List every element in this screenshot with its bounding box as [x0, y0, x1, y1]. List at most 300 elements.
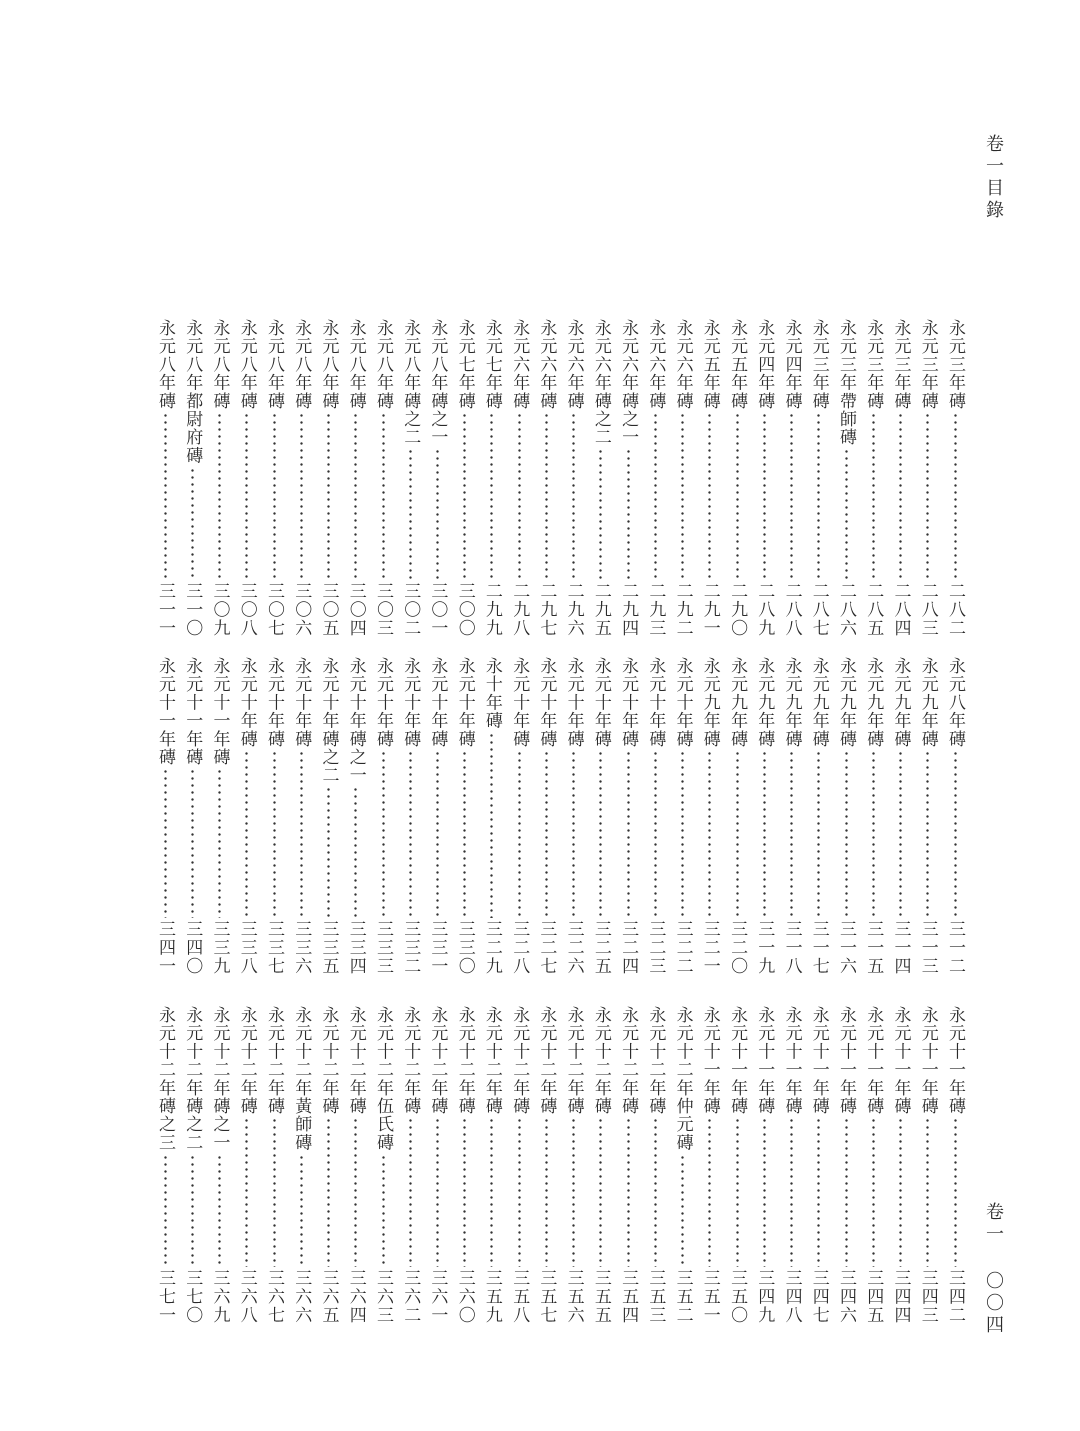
dot-leader	[436, 750, 439, 918]
toc-entry-title: 永元六年磚	[536, 319, 557, 410]
toc-entry	[619, 319, 637, 637]
toc-entry	[810, 1006, 828, 1324]
dot-leader	[681, 1154, 684, 1267]
dot-leader	[409, 448, 412, 579]
toc-entry-page: 二八五	[863, 581, 884, 637]
toc-entry-page: 三一八	[781, 919, 802, 975]
toc-entry	[320, 319, 338, 637]
toc-entry-page: 三六九	[209, 1268, 230, 1324]
toc-entry-page: 三〇三	[373, 581, 393, 637]
toc-entry-page: 三四六	[836, 1268, 856, 1324]
toc-entry-page: 三六〇	[454, 1268, 475, 1324]
dot-leader	[627, 448, 630, 579]
toc-entry	[783, 1006, 801, 1324]
dot-leader	[409, 750, 412, 918]
toc-entry	[456, 657, 474, 975]
toc-entry-title: 永元十二年磚	[563, 1006, 584, 1116]
toc-entry	[646, 319, 664, 637]
toc-entry-title: 永元十二年磚	[509, 1006, 530, 1116]
dot-leader	[763, 412, 766, 580]
toc-entry-title: 永元十二年磚	[427, 1006, 448, 1116]
toc-entry	[428, 1006, 446, 1324]
toc-entry-title: 永元十年磚	[236, 657, 257, 748]
toc-entry-title: 永元十一年磚	[917, 1006, 938, 1116]
toc-entry-title: 永元十二年磚	[590, 1006, 611, 1116]
dot-leader	[599, 448, 602, 579]
toc-entry-page: 三三四	[345, 919, 366, 975]
toc-entry	[892, 657, 910, 975]
toc-entry	[183, 657, 201, 975]
dot-leader	[954, 1117, 957, 1266]
toc-entry-page: 三二〇	[727, 919, 748, 975]
dot-leader	[599, 1117, 602, 1266]
toc-entry-title: 永元十二年磚之二	[182, 1006, 203, 1152]
toc-entry-title: 永十年磚	[481, 657, 502, 730]
toc-entry-page: 三五七	[536, 1268, 557, 1324]
toc-entry-page: 三六一	[427, 1268, 448, 1324]
toc-entry-title: 永元十二年磚	[345, 1006, 366, 1116]
toc-entry-page: 三一五	[863, 919, 884, 975]
toc-entry	[946, 657, 964, 975]
dot-leader	[654, 1117, 657, 1266]
toc-block-2	[0, 657, 1080, 977]
toc-entry	[238, 657, 256, 975]
toc-entry	[347, 319, 365, 637]
dot-leader	[899, 1117, 902, 1266]
toc-entry-page: 二九六	[563, 581, 584, 637]
toc-entry-title: 永元十一年磚	[699, 1006, 720, 1116]
dot-leader	[899, 750, 902, 918]
toc-entry-page: 三七一	[155, 1268, 175, 1324]
toc-entry-page: 三四七	[808, 1268, 829, 1324]
toc-entry	[183, 1006, 201, 1324]
toc-entry-page: 二九七	[536, 581, 557, 637]
dot-leader	[518, 412, 521, 580]
toc-entry	[919, 657, 937, 975]
toc-entry-title: 永元三年磚	[890, 319, 911, 410]
toc-entry-title: 永元十一年磚	[155, 657, 175, 767]
toc-entry	[265, 1006, 283, 1324]
toc-entry-page: 三六五	[318, 1268, 339, 1324]
toc-entry-page: 三六三	[373, 1268, 393, 1324]
toc-entry	[374, 319, 392, 637]
toc-entry-title: 永元八年磚	[945, 657, 965, 748]
toc-entry-title: 永元六年磚	[509, 319, 530, 410]
dot-leader	[300, 1154, 303, 1267]
toc-entry-page: 二九九	[481, 581, 502, 637]
dot-leader	[218, 768, 221, 917]
toc-entry-title: 永元十一年磚	[945, 1006, 965, 1116]
toc-entry	[183, 319, 201, 637]
toc-entry-page: 二九二	[672, 581, 693, 637]
toc-entry-page: 三〇九	[209, 581, 230, 637]
toc-entry	[864, 1006, 882, 1324]
toc-entry	[592, 657, 610, 975]
toc-entry	[483, 319, 501, 637]
toc-entry	[211, 1006, 229, 1324]
toc-entry-page: 三四一	[155, 919, 175, 975]
dot-leader	[218, 1154, 221, 1267]
dot-leader	[872, 412, 875, 580]
dot-leader	[681, 412, 684, 580]
dot-leader	[164, 1154, 167, 1267]
toc-entry-page: 三一〇	[182, 581, 203, 637]
toc-entry-title: 永元八年磚之二	[400, 319, 421, 447]
dot-leader	[518, 1117, 521, 1266]
toc-entry-title: 永元三年磚	[917, 319, 938, 410]
toc-entry-page: 三一七	[808, 919, 829, 975]
dot-leader	[954, 750, 957, 918]
toc-entry-page: 二八四	[890, 581, 911, 637]
toc-entry-title: 永元五年磚	[727, 319, 748, 410]
toc-entry-title: 永元六年磚之一	[618, 319, 639, 447]
toc-entry-page: 三四九	[754, 1268, 775, 1324]
toc-entry-title: 永元十年磚之二	[318, 657, 339, 785]
dot-leader	[327, 786, 330, 917]
toc-entry-title: 永元十年磚	[536, 657, 557, 748]
toc-entry-title: 永元九年磚	[917, 657, 938, 748]
toc-entry	[238, 1006, 256, 1324]
toc-entry	[728, 1006, 746, 1324]
toc-entry-page: 三七〇	[182, 1268, 203, 1324]
toc-entry	[892, 319, 910, 637]
dot-leader	[245, 1117, 248, 1266]
dot-leader	[191, 1154, 194, 1267]
toc-entry-title: 永元十一年磚	[754, 1006, 775, 1116]
toc-entry-title: 永元十年磚	[454, 657, 475, 748]
dot-leader	[463, 750, 466, 918]
dot-leader	[708, 750, 711, 918]
running-head: 卷一目錄	[983, 134, 1004, 222]
dot-leader	[572, 750, 575, 918]
dot-leader	[654, 412, 657, 580]
toc-entry-title: 永元十二年磚之一	[209, 1006, 230, 1152]
toc-entry	[510, 319, 528, 637]
toc-entry	[619, 1006, 637, 1324]
dot-leader	[599, 750, 602, 918]
toc-entry-page: 三六四	[345, 1268, 366, 1324]
dot-leader	[817, 1117, 820, 1266]
toc-entry-title: 永元十年磚之一	[345, 657, 366, 785]
toc-entry-page: 二九八	[509, 581, 530, 637]
dot-leader	[436, 448, 439, 579]
toc-entry-page: 三四〇	[182, 919, 203, 975]
dot-leader	[572, 1117, 575, 1266]
toc-entry-title: 永元六年磚	[563, 319, 584, 410]
toc-entry-page: 三〇六	[291, 581, 312, 637]
dot-leader	[926, 1117, 929, 1266]
toc-entry	[565, 319, 583, 637]
toc-entry-title: 永元十二年磚	[618, 1006, 639, 1116]
toc-entry-title: 永元十二年伍氏磚	[373, 1006, 393, 1152]
toc-entry-title: 永元十二年仲元磚	[672, 1006, 693, 1152]
toc-entry	[864, 319, 882, 637]
toc-entry-title: 永元十二年黃師磚	[291, 1006, 312, 1152]
toc-entry	[510, 657, 528, 975]
toc-entry	[401, 657, 419, 975]
toc-entry	[701, 657, 719, 975]
toc-entry-title: 永元十二年磚	[236, 1006, 257, 1116]
dot-leader	[273, 412, 276, 580]
toc-entry	[674, 319, 692, 637]
toc-entry-title: 永元十二年磚	[318, 1006, 339, 1116]
toc-entry-page: 三四二	[945, 1268, 965, 1324]
toc-entry-page: 三一二	[945, 919, 965, 975]
toc-entry-page: 二九〇	[727, 581, 748, 637]
toc-entry	[347, 1006, 365, 1324]
toc-entry-page: 二八二	[945, 581, 965, 637]
dot-leader	[327, 1117, 330, 1266]
dot-leader	[790, 412, 793, 580]
toc-entry-page: 三五六	[563, 1268, 584, 1324]
toc-entry-title: 永元十一年磚	[182, 657, 203, 767]
toc-entry-title: 永元十一年磚	[863, 1006, 884, 1116]
toc-entry-page: 三一九	[754, 919, 775, 975]
dot-leader	[845, 448, 848, 579]
dot-leader	[817, 750, 820, 918]
dot-leader	[736, 412, 739, 580]
dot-leader	[845, 750, 848, 918]
toc-entry-title: 永元八年磚	[318, 319, 339, 410]
toc-entry	[401, 319, 419, 637]
toc-entry-title: 永元九年磚	[781, 657, 802, 748]
toc-entry	[428, 657, 446, 975]
toc-entry-title: 永元十二年磚	[454, 1006, 475, 1116]
toc-entry-page: 三一四	[890, 919, 911, 975]
toc-entry-title: 永元四年磚	[781, 319, 802, 410]
dot-leader	[763, 1117, 766, 1266]
toc-entry-title: 永元八年磚	[291, 319, 312, 410]
dot-leader	[681, 750, 684, 918]
toc-entry-title: 永元八年磚	[209, 319, 230, 410]
toc-entry-title: 永元十年磚	[645, 657, 666, 748]
dot-leader	[382, 750, 385, 918]
toc-entry-title: 永元六年磚	[672, 319, 693, 410]
toc-entry-title: 永元三年磚	[808, 319, 829, 410]
toc-block-1	[0, 319, 1080, 639]
toc-entry-title: 永元八年磚	[373, 319, 393, 410]
page-folio: 卷一 〇〇四	[983, 1202, 1004, 1337]
toc-entry-page: 三五九	[481, 1268, 502, 1324]
dot-leader	[436, 1117, 439, 1266]
dot-leader	[926, 750, 929, 918]
toc-entry	[837, 657, 855, 975]
dot-leader	[490, 1117, 493, 1266]
toc-entry-title: 永元十二年磚	[400, 1006, 421, 1116]
dot-leader	[899, 412, 902, 580]
toc-entry-page: 二八八	[781, 581, 802, 637]
toc-entry-title: 永元十二年磚	[645, 1006, 666, 1116]
toc-entry-title: 永元十年磚	[509, 657, 530, 748]
toc-entry-title: 永元八年磚	[264, 319, 284, 410]
toc-entry	[755, 657, 773, 975]
toc-entry-title: 永元九年磚	[699, 657, 720, 748]
toc-entry-title: 永元五年磚	[699, 319, 720, 410]
dot-leader	[790, 1117, 793, 1266]
toc-entry	[783, 657, 801, 975]
toc-entry	[483, 1006, 501, 1324]
dot-leader	[954, 412, 957, 580]
toc-entry-title: 永元九年磚	[808, 657, 829, 748]
toc-entry-page: 三三〇	[454, 919, 475, 975]
toc-entry-page: 三三六	[291, 919, 312, 975]
toc-entry-title: 永元九年磚	[727, 657, 748, 748]
toc-entry	[701, 319, 719, 637]
toc-entry-page: 三五五	[590, 1268, 611, 1324]
toc-entry	[565, 1006, 583, 1324]
dot-leader	[218, 412, 221, 580]
toc-entry	[156, 657, 174, 975]
toc-entry	[674, 1006, 692, 1324]
toc-entry-page: 三〇八	[236, 581, 257, 637]
toc-entry-page: 三六八	[236, 1268, 257, 1324]
dot-leader	[300, 412, 303, 580]
dot-leader	[327, 412, 330, 580]
toc-entry-page: 三〇四	[345, 581, 366, 637]
toc-entry	[646, 657, 664, 975]
toc-entry	[292, 319, 310, 637]
toc-entry-page: 三六七	[264, 1268, 284, 1324]
dot-leader	[763, 750, 766, 918]
toc-entry-title: 永元九年磚	[836, 657, 856, 748]
toc-entry-page: 三〇二	[400, 581, 421, 637]
dot-leader	[845, 1117, 848, 1266]
toc-entry-page: 三四八	[781, 1268, 802, 1324]
toc-entry-title: 永元九年磚	[863, 657, 884, 748]
toc-entry-page: 二九一	[699, 581, 720, 637]
dot-leader	[490, 732, 493, 918]
toc-entry-title: 永元九年磚	[754, 657, 775, 748]
toc-entry	[674, 657, 692, 975]
dot-leader	[164, 768, 167, 917]
toc-entry-page: 二九五	[590, 581, 611, 637]
toc-entry-page: 二八三	[917, 581, 938, 637]
toc-entry	[320, 1006, 338, 1324]
toc-entry	[537, 657, 555, 975]
toc-block-3	[0, 1006, 1080, 1326]
toc-entry	[810, 657, 828, 975]
toc-entry	[537, 1006, 555, 1324]
dot-leader	[736, 1117, 739, 1266]
toc-entry-title: 永元八年磚	[155, 319, 175, 410]
toc-entry-page: 三一一	[155, 581, 175, 637]
dot-leader	[490, 412, 493, 580]
dot-leader	[463, 1117, 466, 1266]
toc-entry	[292, 657, 310, 975]
dot-leader	[300, 750, 303, 918]
toc-entry	[837, 319, 855, 637]
toc-entry	[537, 319, 555, 637]
toc-entry	[238, 319, 256, 637]
toc-entry-title: 永元九年磚	[890, 657, 911, 748]
toc-entry	[783, 319, 801, 637]
toc-entry-page: 三三七	[264, 919, 284, 975]
toc-entry	[428, 319, 446, 637]
dot-leader	[273, 1117, 276, 1266]
toc-entry-page: 三〇一	[427, 581, 448, 637]
toc-entry-title: 永元六年磚之二	[590, 319, 611, 447]
dot-leader	[354, 786, 357, 917]
toc-entry	[211, 319, 229, 637]
toc-entry	[401, 1006, 419, 1324]
toc-entry-title: 永元七年磚	[454, 319, 475, 410]
toc-entry-page: 三三八	[236, 919, 257, 975]
toc-entry-page: 三三九	[209, 919, 230, 975]
toc-entry-page: 三〇五	[318, 581, 339, 637]
dot-leader	[627, 750, 630, 918]
toc-entry	[892, 1006, 910, 1324]
toc-entry-title: 永元十年磚	[291, 657, 312, 748]
toc-entry	[810, 319, 828, 637]
toc-entry-page: 三三三	[373, 919, 393, 975]
toc-entry-page: 三五八	[509, 1268, 530, 1324]
toc-entry-page: 三四三	[917, 1268, 938, 1324]
dot-leader	[872, 1117, 875, 1266]
toc-entry	[837, 1006, 855, 1324]
toc-entry-page: 三〇七	[264, 581, 284, 637]
toc-entry-page: 三二七	[536, 919, 557, 975]
toc-entry-page: 二九三	[645, 581, 666, 637]
toc-entry-page: 二九四	[618, 581, 639, 637]
toc-entry	[156, 319, 174, 637]
toc-entry-title: 永元十二年磚	[264, 1006, 284, 1116]
dot-leader	[545, 412, 548, 580]
toc-entry-title: 永元三年帶師磚	[836, 319, 856, 447]
toc-entry-page: 三一三	[917, 919, 938, 975]
toc-entry	[864, 657, 882, 975]
toc-entry-title: 永元十二年磚之三	[155, 1006, 175, 1152]
toc-entry-title: 永元三年磚	[945, 319, 965, 410]
toc-entry	[565, 657, 583, 975]
toc-entry-page: 三五三	[645, 1268, 666, 1324]
toc-entry-page: 二八七	[808, 581, 829, 637]
toc-entry	[374, 1006, 392, 1324]
dot-leader	[545, 1117, 548, 1266]
toc-entry-title: 永元十一年磚	[727, 1006, 748, 1116]
dot-leader	[790, 750, 793, 918]
toc-entry	[347, 657, 365, 975]
toc-entry	[619, 657, 637, 975]
dot-leader	[382, 1154, 385, 1267]
toc-entry	[646, 1006, 664, 1324]
toc-entry-page: 三三一	[427, 919, 448, 975]
toc-entry	[728, 657, 746, 975]
toc-entry-page: 二八九	[754, 581, 775, 637]
toc-entry-title: 永元六年磚	[645, 319, 666, 410]
toc-entry	[755, 1006, 773, 1324]
toc-entry-page: 三五四	[618, 1268, 639, 1324]
toc-entry-page: 三六六	[291, 1268, 312, 1324]
toc-entry-page: 三二四	[618, 919, 639, 975]
toc-entry-title: 永元七年磚	[481, 319, 502, 410]
dot-leader	[817, 412, 820, 580]
toc-entry-title: 永元十年磚	[590, 657, 611, 748]
toc-entry-title: 永元八年磚	[236, 319, 257, 410]
toc-entry	[374, 657, 392, 975]
toc-entry	[156, 1006, 174, 1324]
toc-entry-page: 三二一	[699, 919, 720, 975]
dot-leader	[708, 1117, 711, 1266]
toc-entry-page: 三二九	[481, 919, 502, 975]
dot-leader	[382, 412, 385, 580]
toc-entry	[946, 1006, 964, 1324]
toc-entry-title: 永元八年都尉府磚	[182, 319, 203, 465]
toc-entry-title: 永元十年磚	[373, 657, 393, 748]
toc-entry-title: 永元四年磚	[754, 319, 775, 410]
toc-entry	[456, 1006, 474, 1324]
toc-entry-title: 永元十一年磚	[890, 1006, 911, 1116]
dot-leader	[872, 750, 875, 918]
